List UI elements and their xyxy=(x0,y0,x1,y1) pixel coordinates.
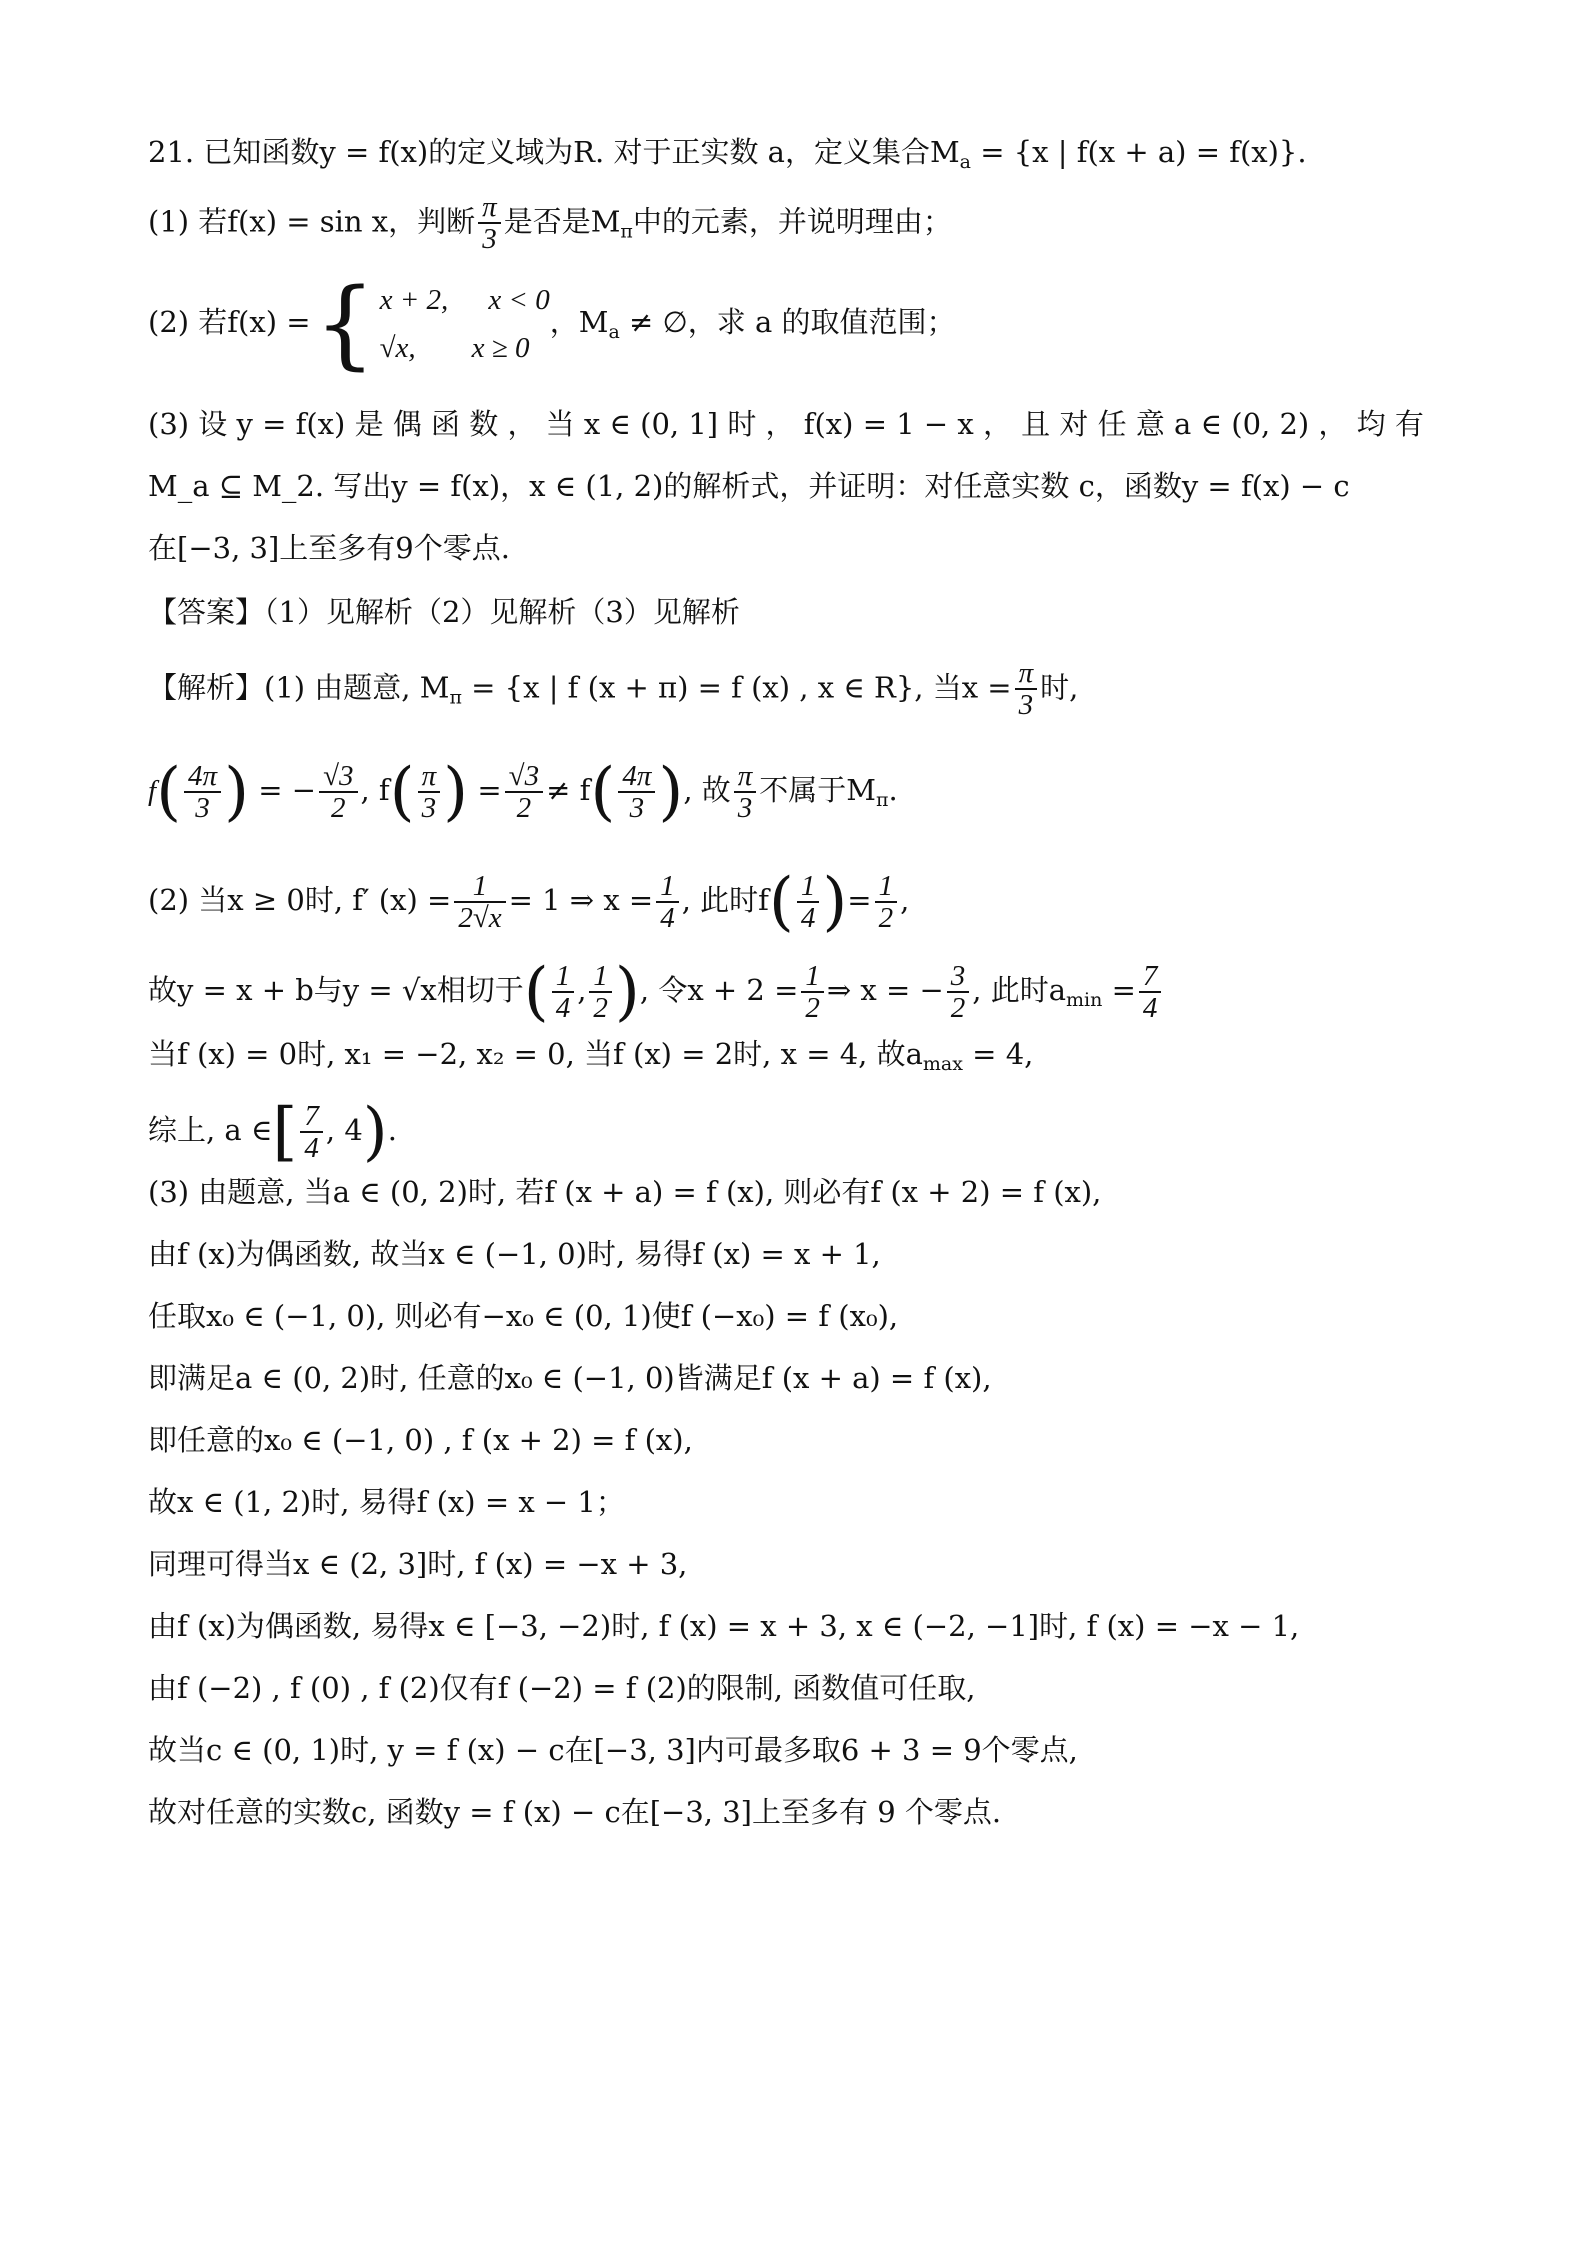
paren-open: ( xyxy=(768,865,794,939)
s4-sub: min xyxy=(1066,989,1103,1011)
q1-fraction xyxy=(478,192,501,255)
question-1 xyxy=(148,192,952,255)
q2-text-a: (2) 若f(x) = xyxy=(148,305,311,339)
s4-text-e: = xyxy=(1102,973,1136,1007)
s2-frac-1-den: 3 xyxy=(195,792,210,824)
s4-frac-2 xyxy=(589,961,612,1024)
s3-text-a: (2) 当x ≥ 0时, f′ (x) = xyxy=(148,883,452,917)
s5-text: 当f (x) = 0时, x₁ = −2, x₂ = 0, 当f (x) = 2时, x = 4, 故a xyxy=(148,1037,923,1071)
solution-line-1 xyxy=(148,658,1078,721)
q1-text-c: 中的元素，并说明理由； xyxy=(632,204,952,239)
s2-frac-3-num: π xyxy=(418,761,441,793)
solution-line-7: (3) 由题意, 当a ∈ (0, 2)时, 若f (x + a) = f (x), 则必有f (x + 2) = f (x), xyxy=(148,1175,1102,1209)
s6-frac-num: 7 xyxy=(300,1101,323,1133)
s2-frac-5-num: 4π xyxy=(618,761,655,793)
s2-frac-2 xyxy=(319,761,357,824)
s3-frac-4-num: 1 xyxy=(875,871,898,903)
q2-brace: { xyxy=(314,268,376,380)
s2-frac-5-den: 3 xyxy=(629,792,645,824)
s4-frac-2-num: 1 xyxy=(589,961,612,993)
solution-line-8: 由f (x)为偶函数, 故当x ∈ (−1, 0)时, 易得f (x) = x + 1, xyxy=(148,1237,881,1271)
s2-eq2: = xyxy=(477,773,502,807)
bracket-open: [ xyxy=(272,1095,298,1169)
s4-frac-4-num: 3 xyxy=(947,961,970,993)
s4-frac-3-den: 2 xyxy=(805,992,820,1024)
s4-frac-5-den: 4 xyxy=(1142,992,1158,1024)
s1-text-a: 【解析】(1) 由题意, M xyxy=(148,670,450,705)
s2-frac-2-num: √3 xyxy=(319,761,357,793)
s5-sub: max xyxy=(922,1053,963,1075)
solution-line-15: 由f (−2) , f (0) , f (2)仅有f (−2) = f (2)的限制, 函数值可任取, xyxy=(148,1671,976,1705)
answer-line: 【答案】（1）见解析（2）见解析（3）见解析 xyxy=(148,595,740,629)
s3-frac-3-num: 1 xyxy=(797,871,820,903)
solution-line-12: 故x ∈ (1, 2)时, 易得f (x) = x − 1； xyxy=(148,1485,625,1519)
q1-frac-den: 3 xyxy=(482,223,497,256)
s3-text-b: = 1 ⇒ x = xyxy=(508,883,654,917)
q2-cases xyxy=(380,276,550,372)
s2-frac-6-num: π xyxy=(734,761,757,793)
s4-text-b: , 令x + 2 = xyxy=(639,973,799,1007)
s2-frac-1 xyxy=(184,761,221,824)
q1-text-b: 是否是M xyxy=(503,204,621,239)
s3-frac-1-den: 2√x xyxy=(458,902,502,934)
s4-text-d: , 此时a xyxy=(972,973,1067,1007)
s2-frac-5 xyxy=(618,761,655,824)
s2-frac-3 xyxy=(418,761,441,824)
s6-frac-den: 4 xyxy=(304,1132,319,1164)
s2-frac-4-num: √3 xyxy=(505,761,543,793)
s4-frac-1-den: 4 xyxy=(555,992,571,1024)
s4-frac-4 xyxy=(947,961,970,1024)
s3-frac-4-den: 2 xyxy=(878,902,894,934)
s2-frac-4-den: 2 xyxy=(516,792,532,824)
s2-frac-2-den: 2 xyxy=(331,792,346,824)
question-3-line-2: M_a ⊆ M_2. 写出y = f(x)，x ∈ (1, 2)的解析式，并证明：对任意实数 c，函数y = f(x) − c xyxy=(148,469,1350,503)
s2-frac-6-den: 3 xyxy=(737,792,753,824)
solution-line-9: 任取x₀ ∈ (−1, 0), 则必有−x₀ ∈ (0, 1)使f (−x₀) = f (x₀), xyxy=(148,1299,899,1333)
paren-close: ) xyxy=(822,865,848,939)
s2-tail-c: . xyxy=(888,773,898,807)
s4-text-c: ⇒ x = − xyxy=(826,973,944,1007)
s4-frac-5-num: 7 xyxy=(1139,961,1162,993)
s2-f: f xyxy=(148,775,157,807)
q2-case1-expr: x + 2, xyxy=(379,284,449,316)
q1-frac-num: π xyxy=(478,192,501,224)
paren-close: ) xyxy=(224,755,250,829)
s1-text-c: 时, xyxy=(1040,670,1079,705)
s3-frac-2-num: 1 xyxy=(656,871,679,903)
s4-frac-1-num: 1 xyxy=(552,961,575,993)
s2-frac-3-den: 3 xyxy=(421,792,437,824)
s4-text-a: 故y = x + b与y = √x相切于 xyxy=(148,973,524,1007)
s5-tail: = 4, xyxy=(962,1037,1034,1071)
s1-sub: π xyxy=(449,686,462,709)
s6-text-c: . xyxy=(387,1113,397,1147)
solution-line-11: 即任意的x₀ ∈ (−1, 0) , f (x + 2) = f (x), xyxy=(148,1423,693,1457)
q2-case1-cond: x < 0 xyxy=(488,284,550,316)
s2-eq1: = − xyxy=(258,773,317,807)
paren-open: ( xyxy=(156,755,182,829)
s2-frac-1-num: 4π xyxy=(184,761,221,793)
s2-tail-sub: π xyxy=(876,789,889,811)
solution-line-4 xyxy=(148,955,1164,1029)
s3-frac-1-num: 1 xyxy=(454,871,505,903)
solution-line-6 xyxy=(148,1095,397,1169)
q2-text-b: ，M xyxy=(549,305,609,339)
s3-text-d: = xyxy=(847,883,872,917)
solution-line-13: 同理可得当x ∈ (2, 3]时, f (x) = −x + 3, xyxy=(148,1547,688,1581)
s3-frac-2-den: 4 xyxy=(660,902,675,934)
s4-frac-3 xyxy=(801,961,824,1024)
s4-frac-2-den: 2 xyxy=(593,992,608,1024)
s3-frac-2 xyxy=(656,871,679,934)
paren-close: ) xyxy=(362,1095,388,1169)
solution-line-3 xyxy=(148,865,910,939)
s2-tail-a: , 故 xyxy=(683,773,731,807)
s4-comma: , xyxy=(577,973,587,1007)
question-2 xyxy=(148,268,956,380)
s3-frac-1 xyxy=(454,871,505,934)
solution-line-16: 故当c ∈ (0, 1)时, y = f (x) − c在[−3, 3]内可最多取6 + 3 = 9个零点, xyxy=(148,1733,1078,1767)
solution-line-2 xyxy=(148,755,898,829)
solution-line-14: 由f (x)为偶函数, 易得x ∈ [−3, −2)时, f (x) = x + 3, x ∈ (−2, −1]时, f (x) = −x − 1, xyxy=(148,1609,1300,1643)
problem-header xyxy=(148,132,1307,182)
problem-header-text: 21. 已知函数y = f(x)的定义域为R. 对于正实数 a，定义集合M xyxy=(148,135,960,169)
s1-frac-num: π xyxy=(1015,658,1038,690)
problem-header-tail: = {x | f(x + a) = f(x)}. xyxy=(970,135,1307,169)
s3-text-e: , xyxy=(900,883,910,917)
s6-text-a: 综上, a ∈ xyxy=(148,1113,273,1147)
q1-sub: π xyxy=(620,220,633,243)
paren-open: ( xyxy=(590,755,616,829)
q2-case2-expr: √x, xyxy=(379,332,416,364)
s1-text-b: = {x | f (x + π) = f (x) , x ∈ R}, 当x = xyxy=(461,670,1012,705)
solution-line-5 xyxy=(148,1034,1033,1084)
s1-frac-den: 3 xyxy=(1018,689,1034,722)
s4-frac-3-num: 1 xyxy=(801,961,824,993)
paren-close: ) xyxy=(658,755,684,829)
paren-close: ) xyxy=(443,755,469,829)
s2-tail-b: 不属于M xyxy=(759,773,876,807)
s2-frac-6 xyxy=(734,761,757,824)
s2-neq: ≠ f xyxy=(546,773,591,807)
s3-frac-4 xyxy=(875,871,898,934)
s2-frac-4 xyxy=(505,761,543,824)
s3-frac-3-den: 4 xyxy=(800,902,816,934)
s1-fraction xyxy=(1015,658,1038,721)
question-3-line-1: (3) 设 y = f(x) 是 偶 函 数 ， 当 x ∈ (0, 1] 时 ， f(x) = 1 − x ， 且 对 任 意 a ∈ (0, 2) ， 均 有 xyxy=(148,407,1424,441)
s6-text-b: , 4 xyxy=(325,1113,363,1147)
s3-text-c: , 此时f xyxy=(681,883,769,917)
s4-frac-5 xyxy=(1139,961,1162,1024)
q2-text-c: ≠ ∅，求 a 的取值范围； xyxy=(619,305,956,339)
paren-open: ( xyxy=(523,955,549,1029)
s3-frac-3 xyxy=(797,871,820,934)
s2-mid: , f xyxy=(360,773,390,807)
solution-line-17: 故对任意的实数c, 函数y = f (x) − c在[−3, 3]上至多有 9 个零点. xyxy=(148,1795,1002,1829)
paren-open: ( xyxy=(389,755,415,829)
paren-close: ) xyxy=(614,955,640,1029)
s6-frac xyxy=(300,1101,323,1164)
solution-line-10: 即满足a ∈ (0, 2)时, 任意的x₀ ∈ (−1, 0)皆满足f (x + a) = f (x), xyxy=(148,1361,992,1395)
q1-text-a: (1) 若f(x) = sin x，判断 xyxy=(148,204,476,239)
q2-sub: a xyxy=(608,321,620,343)
q2-case2-cond: x ≥ 0 xyxy=(471,332,530,364)
question-3-line-3: 在[−3, 3]上至多有9个零点. xyxy=(148,531,510,565)
s4-frac-1 xyxy=(552,961,575,1024)
problem-header-sub: a xyxy=(959,151,971,173)
s4-frac-4-den: 2 xyxy=(950,992,966,1024)
